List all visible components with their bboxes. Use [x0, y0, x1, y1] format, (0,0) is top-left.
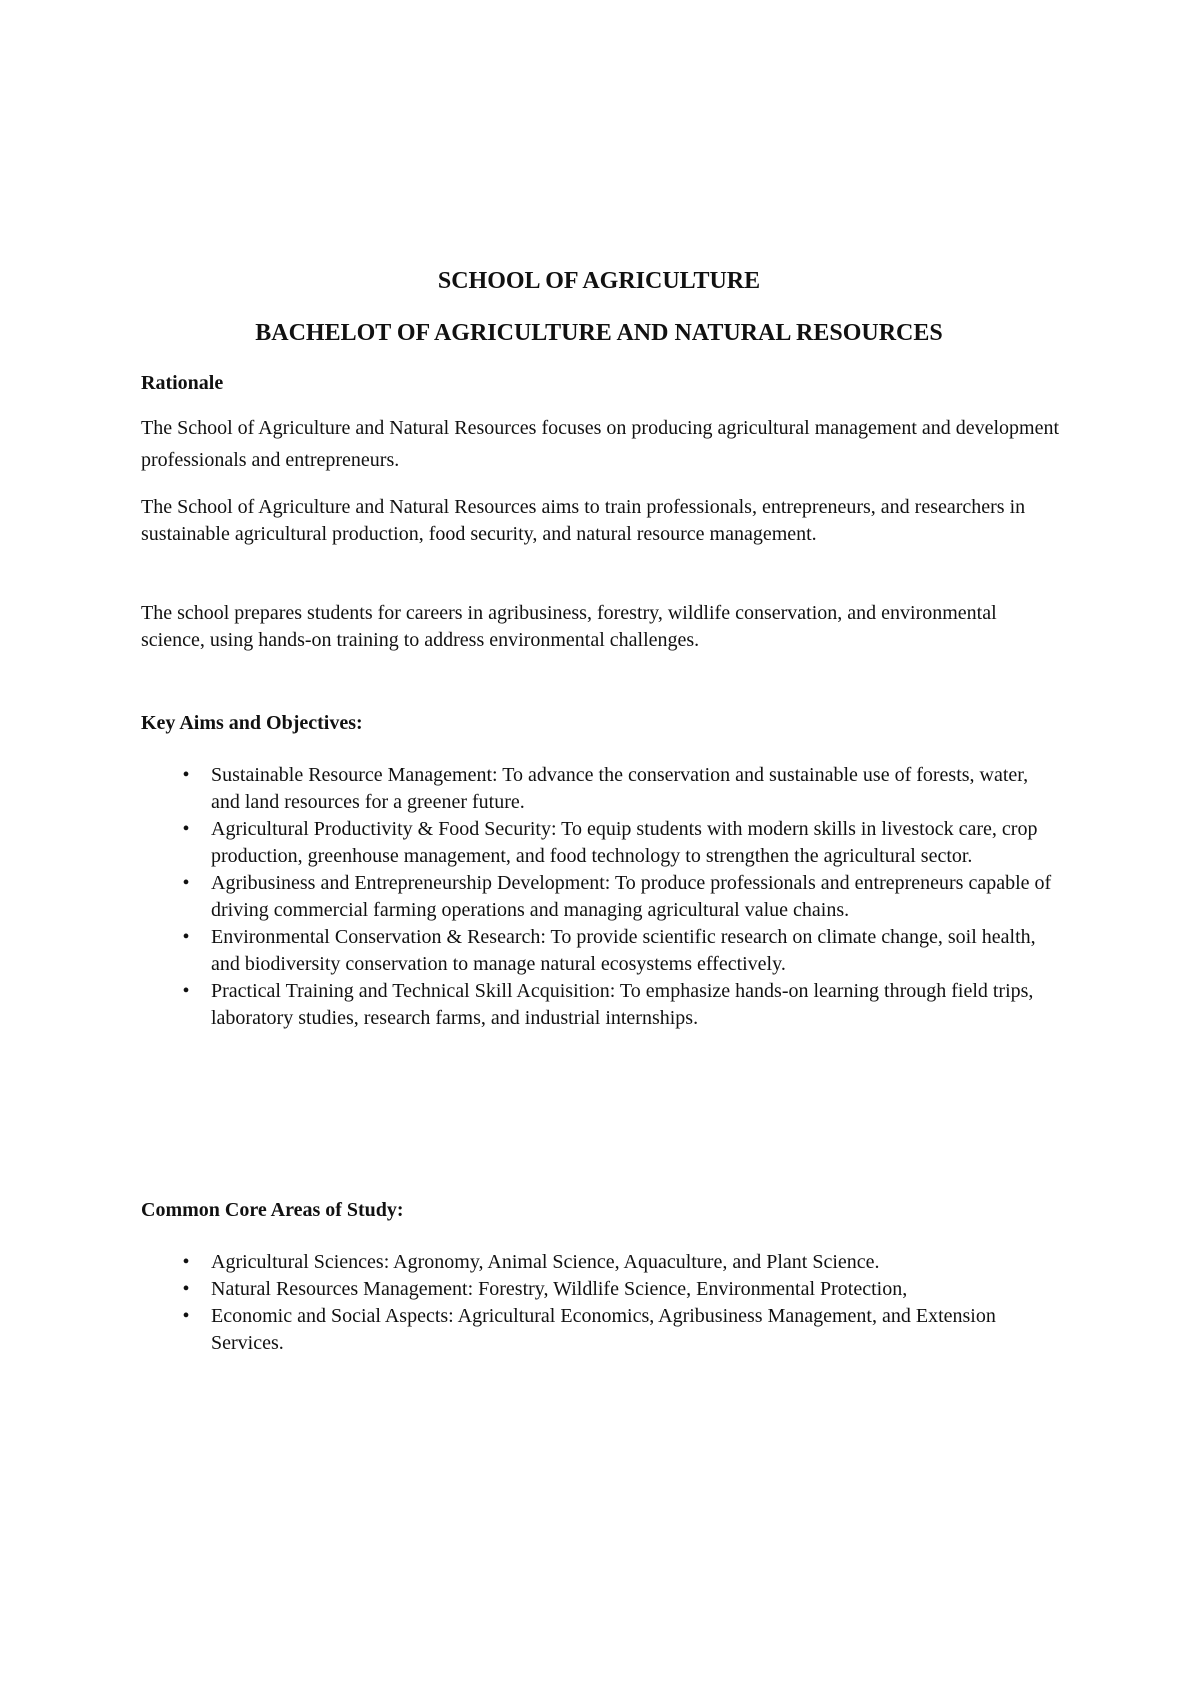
bullet-icon: •: [182, 818, 190, 840]
aims-list: [141, 762, 1061, 1032]
rationale-heading: Rationale: [141, 372, 224, 394]
bullet-icon: •: [182, 872, 190, 894]
bullet-icon: •: [182, 764, 190, 786]
aims-item-text: Agribusiness and Entrepreneurship Development: To produce professionals and entrepreneurs capable of driving commercial farming operations and managing agricultural value chains.: [211, 872, 1052, 921]
aims-item-text: Agricultural Productivity & Food Security: To equip students with modern skills in livestock care, crop production, greenhouse management, and food technology to strengthen the agricultural sector.: [211, 818, 1038, 867]
list-item: [141, 870, 1061, 924]
school-title: SCHOOL OF AGRICULTURE: [437, 268, 761, 294]
aims-item-text: Practical Training and Technical Skill Acquisition: To emphasize hands-on learning through field trips, laboratory studies, research farms, and industrial internships.: [211, 980, 1034, 1029]
rationale-paragraph-3: The school prepares students for careers in agribusiness, forestry, wildlife conservation, and environmental science, using hands-on training to address environmental challenges.: [141, 602, 997, 651]
core-list: [141, 1249, 1061, 1357]
rationale-paragraph-1: The School of Agriculture and Natural Resources focuses on producing agricultural management and development professionals and entrepreneurs.: [141, 417, 1060, 471]
aims-item-text: Environmental Conservation & Research: To provide scientific research on climate change, soil health, and biodiversity conservation to manage natural ecosystems effectively.: [211, 926, 1036, 975]
list-item: [141, 924, 1061, 978]
core-heading: Common Core Areas of Study:: [141, 1199, 404, 1221]
aims-item-text: Sustainable Resource Management: To advance the conservation and sustainable use of forests, water, and land resources for a greener future.: [211, 764, 1029, 813]
core-item-text: Agricultural Sciences: Agronomy, Animal Science, Aquaculture, and Plant Science.: [211, 1251, 880, 1273]
bullet-icon: •: [182, 980, 190, 1002]
core-item-text: Economic and Social Aspects: Agricultural Economics, Agribusiness Management, and Extension Services.: [211, 1305, 996, 1354]
bullet-icon: •: [182, 1251, 190, 1273]
aims-heading: Key Aims and Objectives:: [141, 712, 363, 734]
core-item-text: Natural Resources Management: Forestry, Wildlife Science, Environmental Protection,: [211, 1278, 908, 1300]
list-item: [141, 1276, 1061, 1303]
list-item: [141, 1249, 1061, 1276]
bullet-icon: •: [182, 1278, 190, 1300]
list-item: [141, 1303, 1061, 1357]
list-item: [141, 762, 1061, 816]
bullet-icon: •: [182, 926, 190, 948]
list-item: [141, 816, 1061, 870]
list-item: [141, 978, 1061, 1032]
program-title: BACHELOT OF AGRICULTURE AND NATURAL RESOURCES: [255, 320, 943, 346]
bullet-icon: •: [182, 1305, 190, 1327]
rationale-paragraph-2: The School of Agriculture and Natural Resources aims to train professionals, entrepreneurs, and researchers in sustainable agricultural production, food security, and natural resource management.: [141, 496, 1026, 545]
